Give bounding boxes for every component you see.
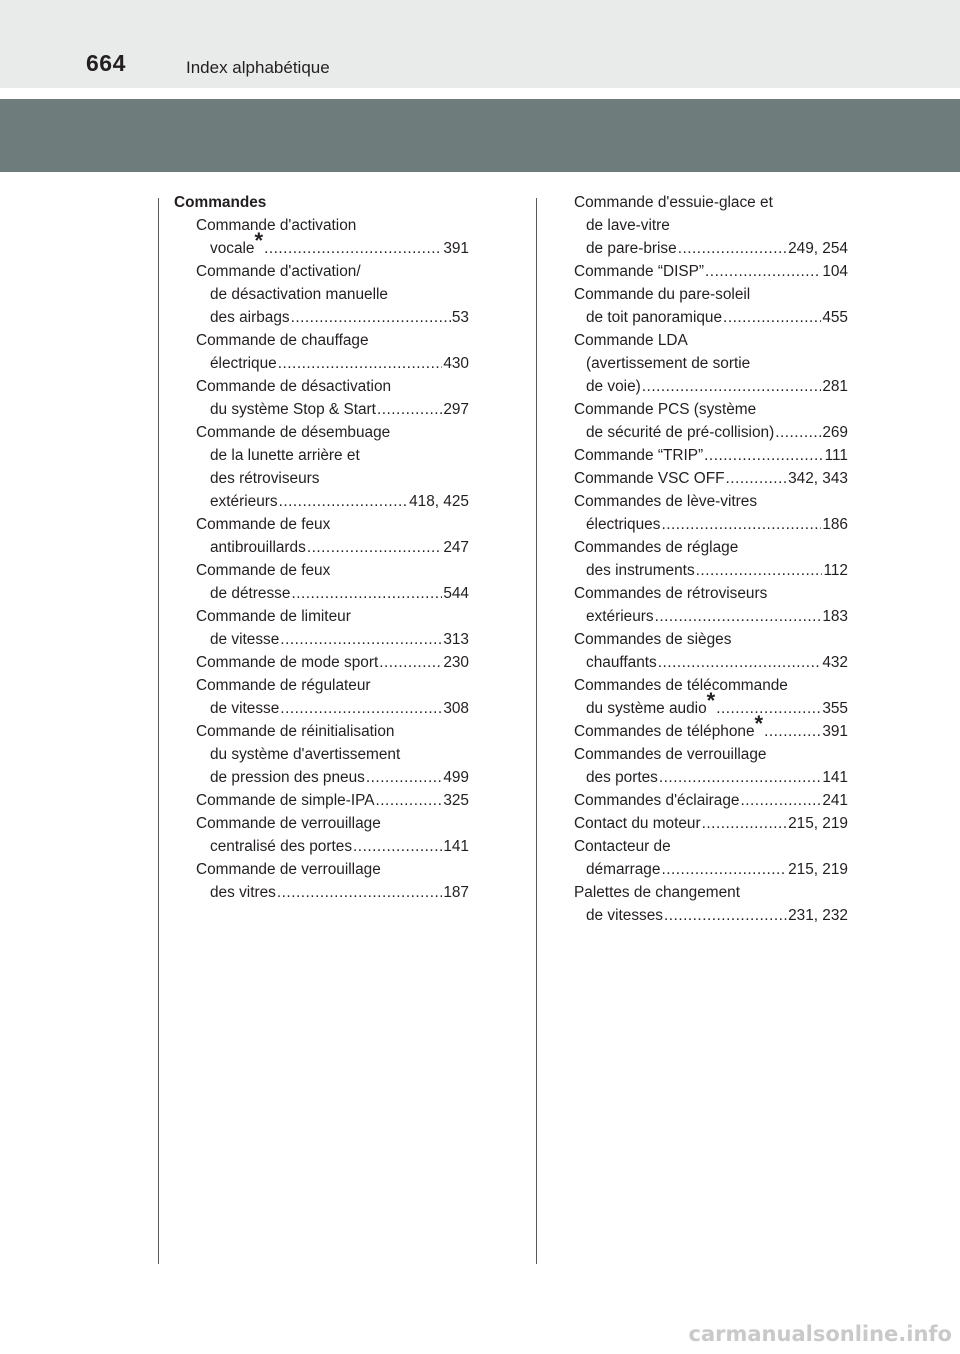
index-entry (574, 904, 848, 927)
index-entry (174, 260, 469, 283)
index-entry (174, 421, 469, 444)
page-reference: 281 (822, 378, 848, 395)
entry-text: Commandes de rétroviseurs (574, 585, 768, 602)
entry-text: de désactivation manuelle (210, 286, 388, 303)
entry-text: Commande de régulateur (196, 677, 371, 694)
index-entry (574, 352, 848, 375)
entry-text: Commandes de verrouillage (574, 746, 767, 763)
index-entry (574, 421, 848, 444)
index-entry (574, 766, 848, 789)
entry-text: du système d'avertissement (210, 746, 401, 763)
dot-leader (659, 766, 821, 789)
entry-text: de toit panoramique (586, 309, 723, 326)
index-entry (174, 191, 469, 214)
index-entry (174, 214, 469, 237)
entry-text: de voie) (586, 378, 641, 395)
page-reference: 297 (443, 401, 469, 418)
index-entry (574, 835, 848, 858)
page-reference: 342, 343 (788, 470, 848, 487)
page-reference: 432 (822, 654, 848, 671)
entry-text: Commande d'activation/ (196, 263, 361, 280)
index-entry (174, 352, 469, 375)
index-entry (174, 858, 469, 881)
entry-text: électrique (210, 355, 277, 372)
asterisk-icon: * (754, 711, 764, 736)
dot-leader (353, 835, 442, 858)
page-reference: 355 (822, 700, 848, 717)
page-reference: 391 (443, 240, 469, 257)
dot-leader (661, 513, 821, 536)
entry-text: Commande d'activation (196, 217, 357, 234)
index-entry (174, 559, 469, 582)
index-entry (574, 651, 848, 674)
entry-text: Commande d'essuie-glace et (574, 194, 773, 211)
index-entry (174, 228, 469, 260)
page-reference: 308 (443, 700, 469, 717)
dot-leader (379, 651, 442, 674)
entry-text: Commandes de sièges (574, 631, 732, 648)
dot-leader (678, 237, 787, 260)
entry-text: de pression des pneus (210, 769, 365, 786)
index-entry (174, 582, 469, 605)
entry-text: des airbags (210, 309, 290, 326)
watermark: carmanualsonline.info (688, 1322, 952, 1346)
page-reference: 231, 232 (788, 907, 848, 924)
index-entry (574, 398, 848, 421)
entry-text: Contact du moteur (574, 815, 701, 832)
index-entry (174, 812, 469, 835)
entry-text: électriques (586, 516, 661, 533)
entry-text: Contacteur de (574, 838, 671, 855)
entry-text: de la lunette arrière et (210, 447, 360, 464)
entry-text: Commande de désactivation (196, 378, 392, 395)
dot-leader (279, 490, 409, 513)
index-entry (574, 444, 848, 467)
decorative-band (0, 99, 960, 172)
index-entry (574, 559, 848, 582)
header-band (0, 0, 960, 88)
index-entry (174, 375, 469, 398)
dot-leader (702, 812, 787, 835)
entry-text: extérieurs (210, 493, 278, 510)
index-entry (574, 214, 848, 237)
index-entry (574, 260, 848, 283)
page-reference: 269 (822, 424, 848, 441)
entry-text: du système audio (586, 700, 707, 717)
entry-text: de vitesse (210, 631, 280, 648)
entry-text: de pare-brise (586, 240, 677, 257)
index-entry (574, 375, 848, 398)
entry-text: Palettes de changement (574, 884, 740, 901)
page-reference: 499 (443, 769, 469, 786)
page-number: 664 (86, 50, 126, 76)
index-entry (574, 743, 848, 766)
page-reference: 544 (443, 585, 469, 602)
dot-leader (376, 789, 443, 812)
index-entry (574, 582, 848, 605)
page-reference: 418, 425 (409, 493, 469, 510)
index-entry (574, 688, 848, 720)
entry-text: centralisé des portes (210, 838, 353, 855)
dot-leader (661, 858, 787, 881)
entry-text: des vitres (210, 884, 276, 901)
entry-text: des portes (586, 769, 658, 786)
entry-text: de vitesse (210, 700, 280, 717)
entry-text: des rétroviseurs (210, 470, 320, 487)
entry-text: Commande de mode sport (196, 654, 379, 671)
index-entry (574, 329, 848, 352)
page-reference: 249, 254 (788, 240, 848, 257)
entry-text: Commande LDA (574, 332, 688, 349)
entry-text: Commande de chauffage (196, 332, 369, 349)
index-entry (574, 605, 848, 628)
index-entry (174, 835, 469, 858)
index-entry (574, 237, 848, 260)
dot-leader (696, 559, 823, 582)
entry-text: de lave-vitre (586, 217, 670, 234)
index-entry (574, 467, 848, 490)
dot-leader (291, 306, 451, 329)
index-entry (174, 329, 469, 352)
index-entry (574, 858, 848, 881)
dot-leader (642, 375, 822, 398)
entry-text: démarrage (586, 861, 661, 878)
index-entry (574, 536, 848, 559)
entry-text: Commande de verrouillage (196, 861, 381, 878)
dot-leader (280, 628, 442, 651)
index-entry (174, 283, 469, 306)
page-reference: 112 (823, 562, 848, 579)
index-entry (174, 789, 469, 812)
entry-text: du système Stop & Start (210, 401, 376, 418)
page-reference: 430 (443, 355, 469, 372)
dot-leader (740, 789, 821, 812)
entry-text: Commande du pare-soleil (574, 286, 751, 303)
page-reference: 325 (443, 792, 469, 809)
index-entry (174, 490, 469, 513)
dot-leader (307, 536, 442, 559)
index-entry (574, 306, 848, 329)
dot-leader (658, 651, 822, 674)
entry-text: Commandes de réglage (574, 539, 739, 556)
entry-text: des instruments (586, 562, 695, 579)
index-entry (574, 513, 848, 536)
index-entry (174, 720, 469, 743)
dot-leader (664, 904, 787, 927)
page-reference: 104 (822, 263, 848, 280)
entry-text: Commande de désembuage (196, 424, 391, 441)
entry-text: Commandes d'éclairage (574, 792, 740, 809)
entry-text: Commande de limiteur (196, 608, 351, 625)
entry-text: Commande de feux (196, 516, 331, 533)
page-reference: 141 (443, 838, 469, 855)
column-rule-left (158, 198, 159, 1264)
page-reference: 187 (443, 884, 469, 901)
index-entry (174, 697, 469, 720)
entry-text: Commande de simple-IPA (196, 792, 375, 809)
asterisk-icon: * (706, 688, 716, 713)
index-entry (174, 628, 469, 651)
index-entry (174, 398, 469, 421)
page-reference: 186 (822, 516, 848, 533)
dot-leader (277, 881, 442, 904)
entry-text: chauffants (586, 654, 657, 671)
page-reference: 183 (822, 608, 848, 625)
index-column-left (174, 191, 469, 904)
entry-text: Commandes de lève-vitres (574, 493, 758, 510)
index-entry (574, 283, 848, 306)
index-entry (174, 651, 469, 674)
dot-leader (704, 444, 823, 467)
dot-leader (655, 605, 822, 628)
dot-leader (705, 260, 821, 283)
index-entry (574, 789, 848, 812)
page-reference: 241 (822, 792, 848, 809)
page-reference: 313 (443, 631, 469, 648)
entry-text: de vitesses (586, 907, 663, 924)
page-reference: 247 (443, 539, 469, 556)
index-entry (174, 674, 469, 697)
entry-text: Commande VSC OFF (574, 470, 725, 487)
entry-text: Commandes de téléphone (574, 723, 755, 740)
index-entry (174, 306, 469, 329)
entry-text: de détresse (210, 585, 291, 602)
dot-leader (291, 582, 442, 605)
index-entry (174, 467, 469, 490)
page-reference: 111 (824, 447, 848, 464)
entry-text: Commande PCS (système (574, 401, 757, 418)
dot-leader (278, 352, 443, 375)
dot-leader (366, 766, 442, 789)
page-reference: 391 (822, 723, 848, 740)
entry-text: Commande de feux (196, 562, 331, 579)
page-reference: 215, 219 (788, 815, 848, 832)
index-entry (574, 881, 848, 904)
index-entry (174, 881, 469, 904)
section-title: Index alphabétique (186, 58, 330, 77)
entry-text: (avertissement de sortie (586, 355, 751, 372)
index-entry (174, 513, 469, 536)
dot-leader (726, 467, 788, 490)
index-entry (174, 605, 469, 628)
page-reference: 230 (443, 654, 469, 671)
dot-leader (377, 398, 442, 421)
index-entry (174, 766, 469, 789)
page-reference: 53 (451, 309, 469, 326)
page-reference: 141 (822, 769, 848, 786)
index-entry (174, 743, 469, 766)
asterisk-icon: * (254, 228, 264, 253)
entry-text: Commande de verrouillage (196, 815, 381, 832)
index-entry (574, 628, 848, 651)
entry-text: Commandes (174, 194, 267, 211)
index-entry (574, 812, 848, 835)
entry-text: Commandes de télécommande (574, 677, 788, 694)
entry-text: Commande “DISP” (574, 263, 705, 280)
entry-text: antibrouillards (210, 539, 306, 556)
index-entry (174, 444, 469, 467)
page-reference: 455 (822, 309, 848, 326)
dot-leader (264, 237, 442, 260)
entry-text: extérieurs (586, 608, 654, 625)
dot-leader (775, 421, 821, 444)
entry-text: de sécurité de pré-collision) (586, 424, 775, 441)
dot-leader (764, 720, 821, 743)
entry-text: vocale (210, 240, 255, 257)
page-reference: 215, 219 (788, 861, 848, 878)
index-entry (574, 490, 848, 513)
dot-leader (723, 306, 821, 329)
entry-text: Commande “TRIP” (574, 447, 704, 464)
index-entry (574, 191, 848, 214)
index-column-right (574, 191, 848, 927)
column-rule-middle (536, 198, 537, 1264)
entry-text: Commande de réinitialisation (196, 723, 395, 740)
dot-leader (280, 697, 442, 720)
dot-leader (716, 697, 821, 720)
index-entry (174, 536, 469, 559)
